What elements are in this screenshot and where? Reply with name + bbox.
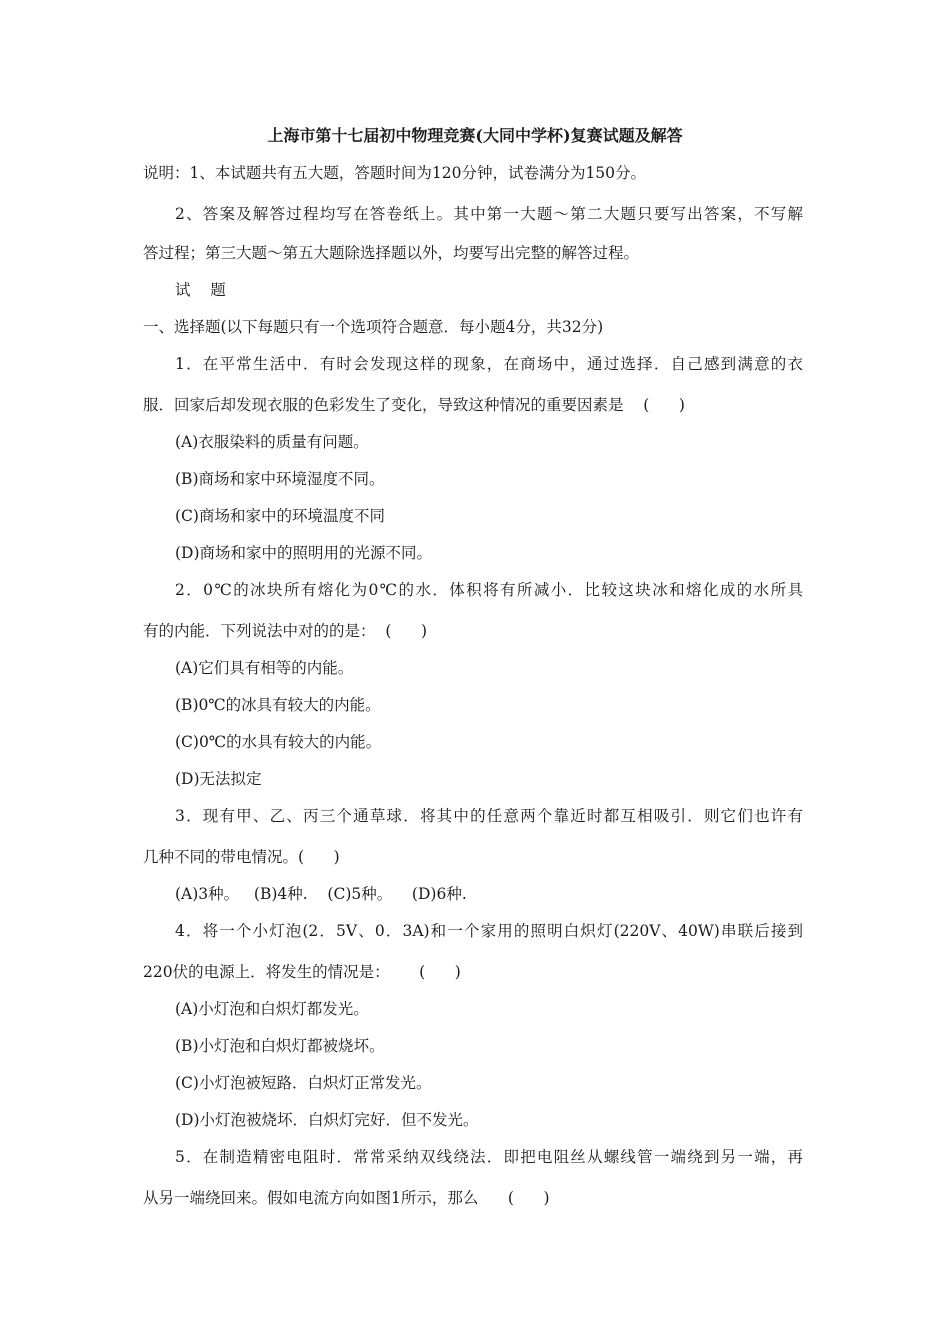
instructions-note-1: 说明：1、本试题共有五大题，答题时间为120分钟，试卷满分为150分。 bbox=[143, 164, 647, 182]
question-3-stem-line-2-text: 几种不同的带电情况。( ) bbox=[143, 848, 340, 866]
part-1-heading: 一、选择题(以下每题只有一个选项符合题意．每小题4分，共32分) bbox=[143, 318, 604, 336]
question-2-option-d: (D)无法拟定 bbox=[175, 770, 262, 788]
question-2-stem-line-2-text: 有的内能．下列说法中对的的是： ( ) bbox=[143, 622, 428, 640]
document-title: 上海市第十七届初中物理竞赛(大同中学杯)复赛试题及解答 bbox=[267, 126, 683, 145]
question-1-stem-line-2-text: 服．回家后却发现衣服的色彩发生了变化，导致这种情况的重要因素是 ( ) bbox=[143, 396, 685, 414]
question-3-options bbox=[0, 884, 950, 904]
question-2-stem-line-2 bbox=[0, 621, 950, 641]
question-1-stem-line-1: 1．在平常生活中．有时会发现这样的现象，在商场中，通过选择．自己感到满意的衣 bbox=[175, 355, 803, 373]
question-2-option-c: (C)0℃的水具有较大的内能。 bbox=[175, 733, 382, 751]
question-4-stem-line-2 bbox=[0, 962, 950, 982]
section-heading-text: 试 题 bbox=[175, 281, 226, 299]
section-heading bbox=[0, 280, 950, 300]
question-3-stem-line-1: 3．现有甲、乙、丙三个通草球．将其中的任意两个靠近时都互相吸引．则它们也许有 bbox=[175, 807, 803, 825]
question-1-option-c: (C)商场和家中的环境温度不同 bbox=[175, 507, 385, 525]
question-3-stem-line-2 bbox=[0, 847, 950, 867]
question-5-stem-line-2-text: 从另一端绕回来。假如电流方向如图1所示，那么 ( ) bbox=[143, 1189, 550, 1207]
question-4-option-b: (B)小灯泡和白炽灯都被烧坏。 bbox=[175, 1037, 385, 1055]
question-4-stem-line-1: 4．将一个小灯泡(2．5V、0．3A)和一个家用的照明白炽灯(220V、40W)串联后接到 bbox=[175, 922, 803, 940]
question-3-options-text: (A)3种。 (B)4种. (C)5种。 (D)6种. bbox=[175, 885, 467, 903]
question-4-stem-line-2-text: 220伏的电源上．将发生的情况是： ( ) bbox=[143, 963, 461, 981]
question-1-stem-line-2 bbox=[0, 395, 950, 415]
question-2-option-b: (B)0℃的冰具有较大的内能。 bbox=[175, 696, 381, 714]
question-2-stem-line-1: 2．0℃的冰块所有熔化为0℃的水．体积将有所减小．比较这块冰和熔化成的水所具 bbox=[175, 581, 803, 599]
question-2-option-a: (A)它们具有相等的内能。 bbox=[175, 659, 354, 677]
question-1-option-b: (B)商场和家中环境湿度不同。 bbox=[175, 470, 385, 488]
question-4-option-a: (A)小灯泡和白炽灯都发光。 bbox=[175, 1000, 369, 1018]
instructions-note-2-line-2: 答过程；第三大题～第五大题除选择题以外，均要写出完整的解答过程。 bbox=[143, 244, 640, 262]
instructions-note-2-line-1: 2、答案及解答过程均写在答卷纸上。其中第一大题～第二大题只要写出答案，不写解 bbox=[175, 205, 803, 223]
question-5-stem-line-1: 5．在制造精密电阻时．常常采纳双线绕法．即把电阻丝从螺线管一端绕到另一端，再 bbox=[175, 1148, 803, 1166]
question-4-option-c: (C)小灯泡被短路．白炽灯正常发光。 bbox=[175, 1074, 432, 1092]
question-1-option-d: (D)商场和家中的照明用的光源不同。 bbox=[175, 544, 433, 562]
question-5-stem-line-2 bbox=[0, 1188, 950, 1208]
question-4-option-d: (D)小灯泡被烧坏．白炽灯完好．但不发光。 bbox=[175, 1111, 479, 1129]
question-1-option-a: (A)衣服染料的质量有问题。 bbox=[175, 433, 369, 451]
